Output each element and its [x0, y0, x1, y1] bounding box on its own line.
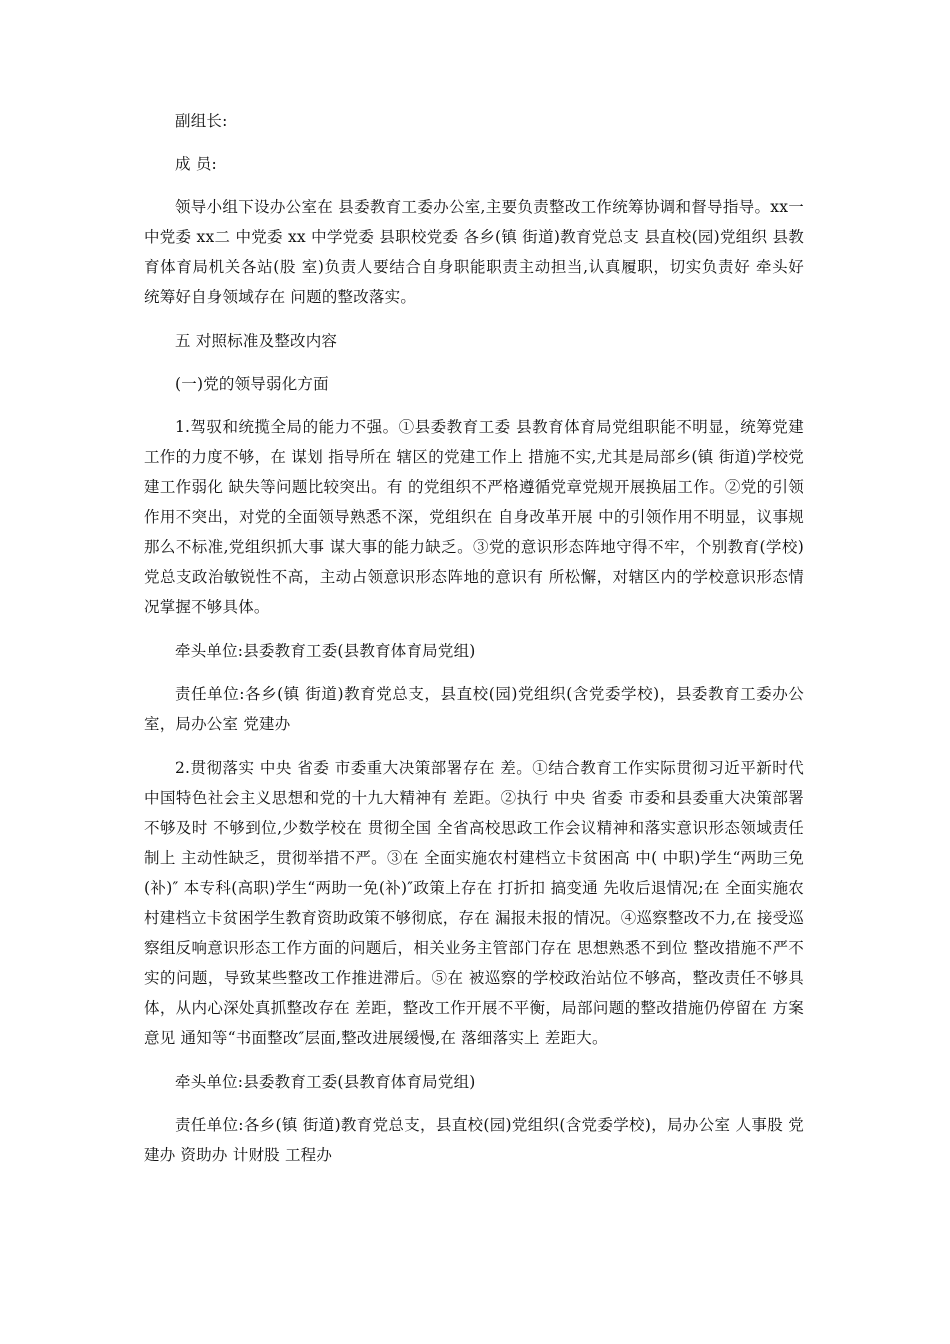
- subsection-heading-one: (一)党的领导弱化方面: [175, 375, 329, 393]
- section-heading-five: 五 对照标准及整改内容: [175, 332, 338, 350]
- lead-unit-line-two: 牵头单位:县委教育工委(县教育体育局党组): [175, 1073, 476, 1091]
- deputy-leader-line: 副组长:: [175, 112, 228, 130]
- issue-one-paragraph: 1.驾驭和统揽全局的能力不强。①县委教育工委 县教育体育局党组职能不明显，统筹党建工作的力度不够，在 谋划 指导所在 辖区的党建工作上 措施不实,尤其是局部乡(镇 街道)学校党建工作弱化 缺失等问题比较突出。有 的党组织不严格遵循党章党规开展换届工作。②党的引领作用不突出，对党的全面领导熟悉不深，党组织在 自身改革开展 中的引领作用不明显，议事规那么不标准,党组织抓大事 谋大事的能力缺乏。③党的意识形态阵地守得不牢，个别教育(学校)党总支政治敏锐性不高，主动占领意识形态阵地的意识有 所松懈，对辖区内的学校意识形态情况掌握不够具体。: [144, 418, 804, 616]
- issue-two-paragraph: 2.贯彻落实 中央 省委 市委重大决策部署存在 差。①结合教育工作实际贯彻习近平新时代 中国特色社会主义思想和党的十九大精神有 差距。②执行 中央 省委 市委和县委重大决策部署不够及时 不够到位,少数学校在 贯彻全国 全省高校思政工作会议精神和落实意识形态领域责任制上 主动性缺乏，贯彻举措不严。③在 全面实施农村建档立卡贫困高 中( 中职)学生“两助三免(补)″ 本专科(高职)学生“两助一免(补)″政策上存在 打折扣 搞变通 先收后退情况;在 全面实施农村建档立卡贫困学生教育资助政策不够彻底，存在 漏报未报的情况。④巡察整改不力,在 接受巡察组反响意识形态工作方面的问题后，相关业务主管部门存在 思想熟悉不到位 整改措施不严不实的问题，导致某些整改工作推进滞后。⑤在 被巡察的学校政治站位不够高，整改责任不够具体，从内心深处真抓整改存在 差距，整改工作开展不平衡，局部问题的整改措施仍停留在 方案 意见 通知等“书面整改″层面,整改进展缓慢,在 落细落实上 差距大。: [144, 759, 804, 1047]
- responsible-units-one: 责任单位:各乡(镇 街道)教育党总支，县直校(园)党组织(含党委学校)，县委教育工委办公室，局办公室 党建办: [144, 685, 804, 733]
- lead-unit-line-one: 牵头单位:县委教育工委(县教育体育局党组): [175, 642, 476, 660]
- members-line: 成 员:: [175, 155, 217, 173]
- document-page: [144, 106, 804, 1184]
- responsible-units-two: 责任单位:各乡(镇 街道)教育党总支，县直校(园)党组织(含党委学校)，局办公室 人事股 党建办 资助办 计财股 工程办: [144, 1116, 804, 1164]
- office-setup-paragraph: 领导小组下设办公室在 县委教育工委办公室,主要负责整改工作统筹协调和督导指导。xx一 中党委 xx二 中党委 xx 中学党委 县职校党委 各乡(镇 街道)教育党总支 县直校(园)党组织 县教育体育局机关各站(股 室)负责人要结合自身职能职责主动担当,认真履职，切实负责好 牵头好 统筹好自身领域存在 问题的整改落实。: [144, 198, 804, 306]
